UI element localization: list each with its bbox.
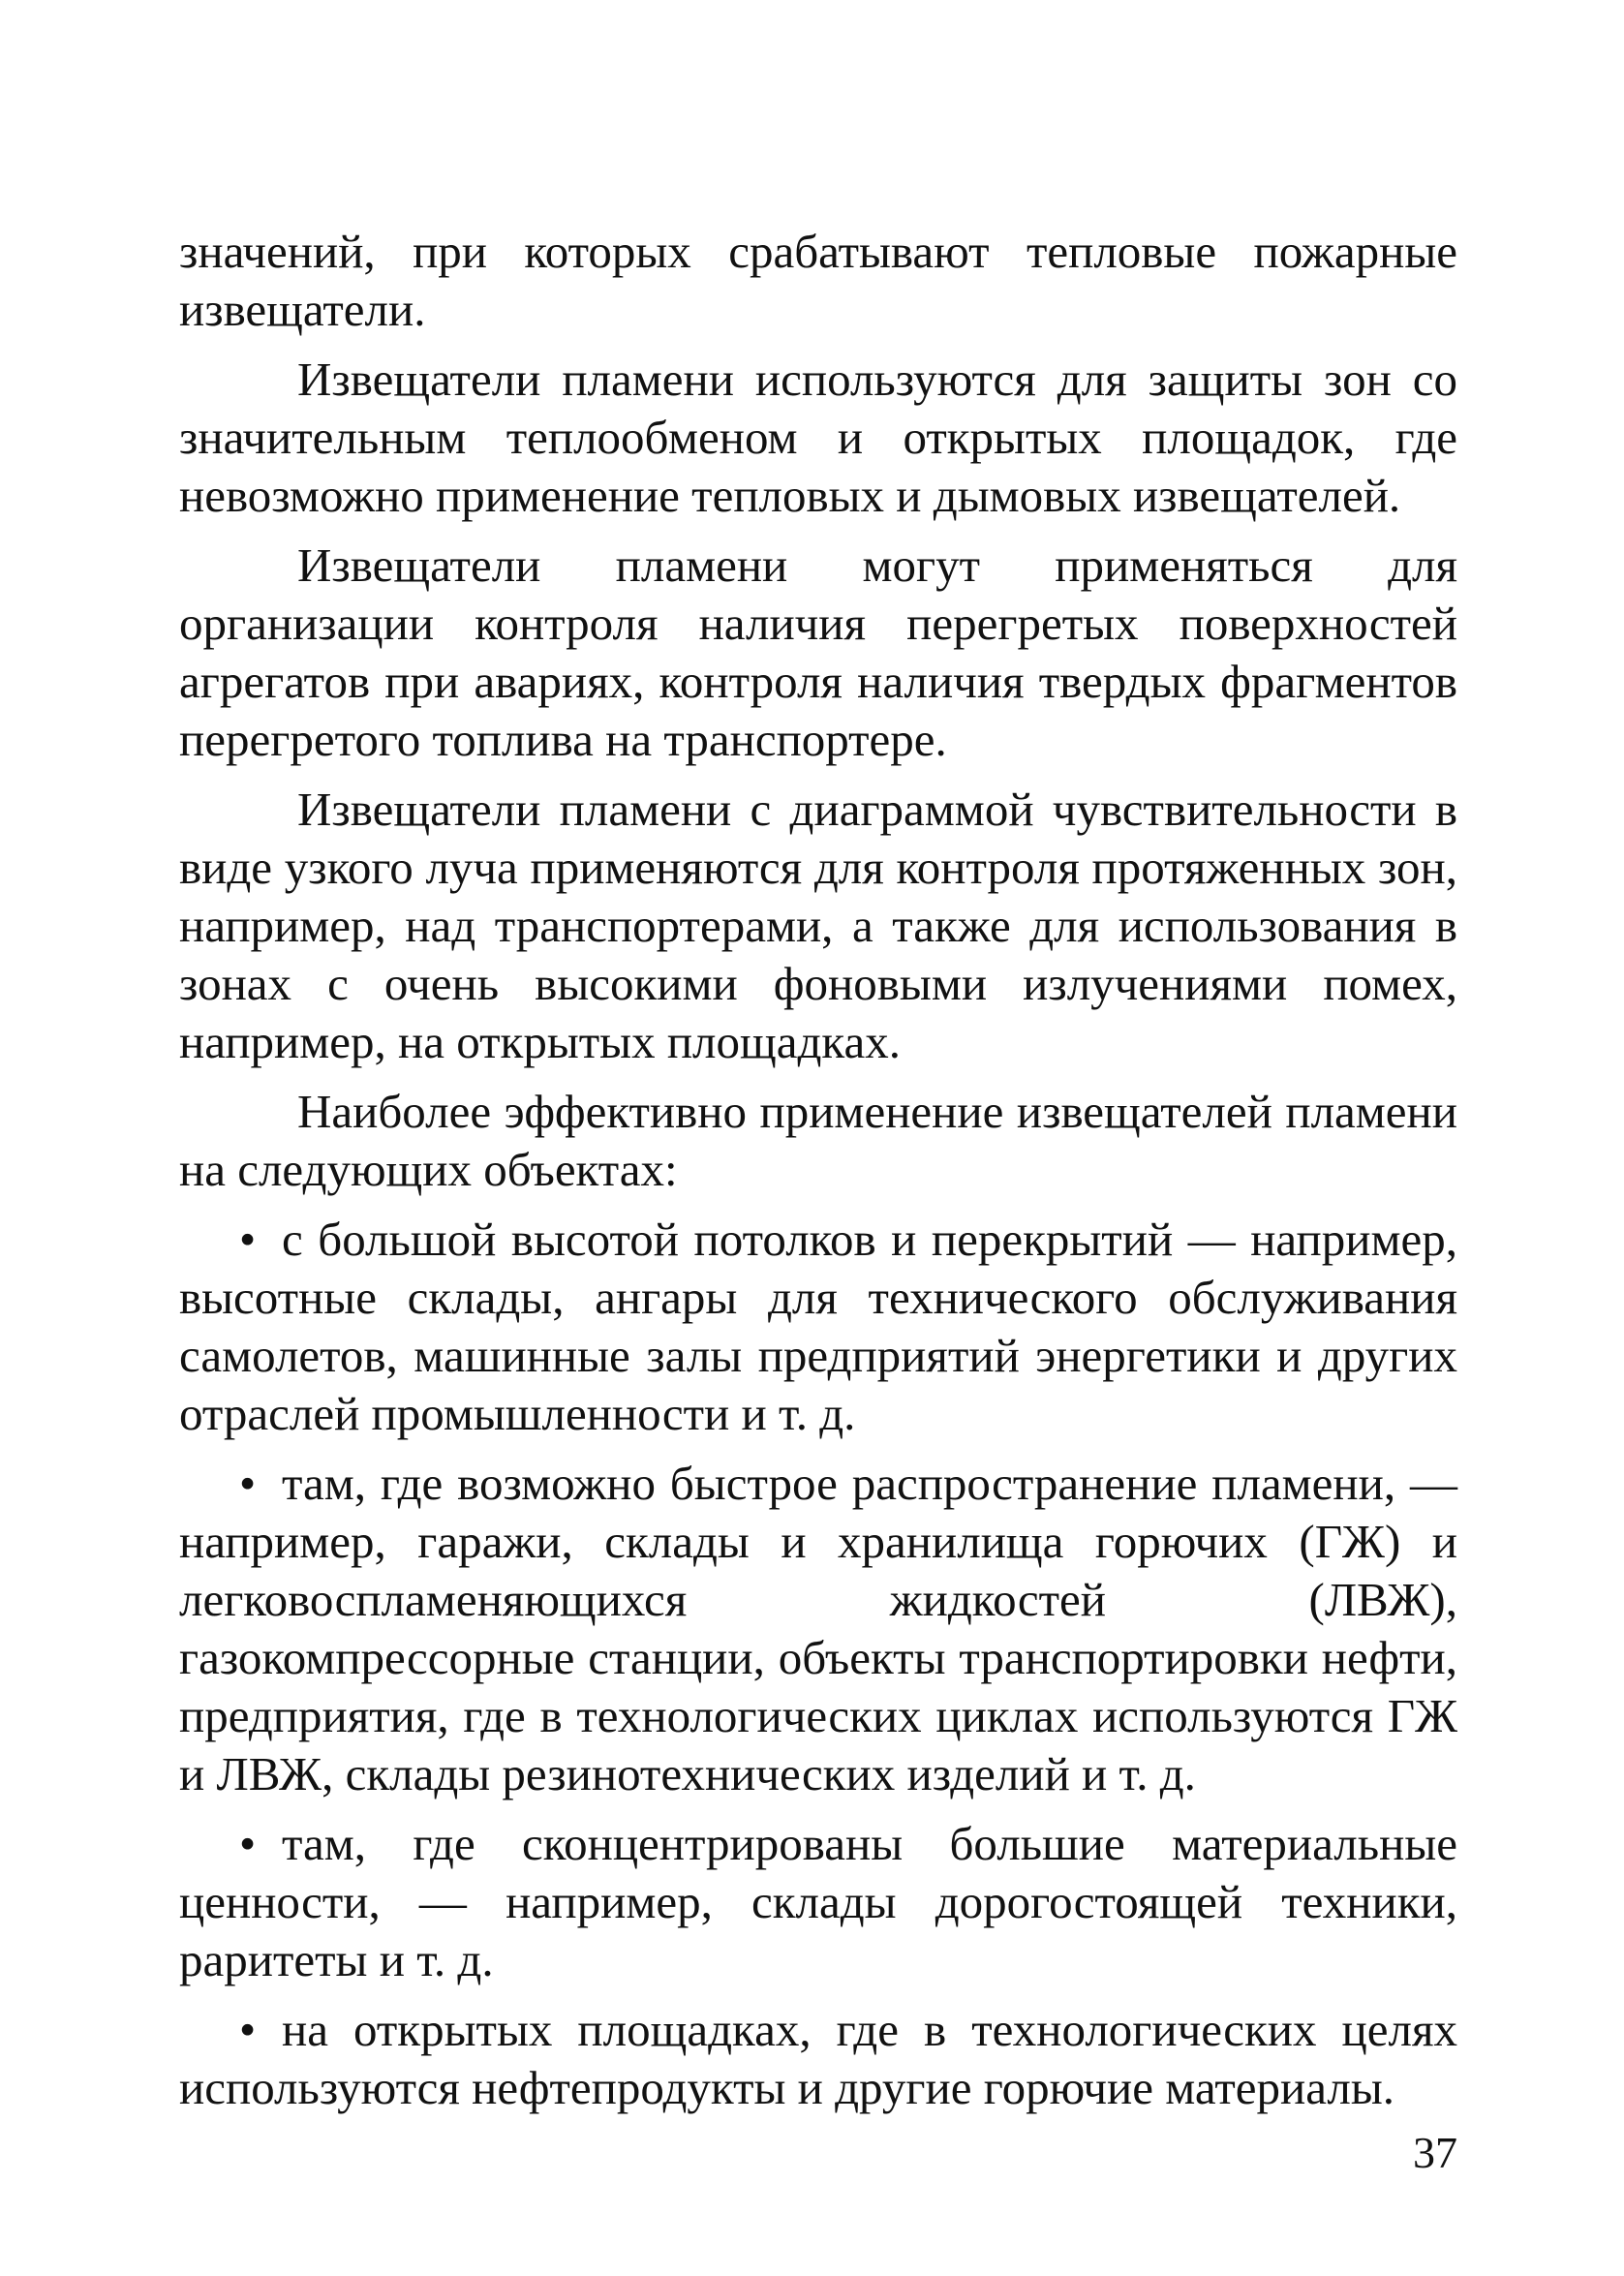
bullet-icon: • xyxy=(239,1817,257,1870)
list-item xyxy=(179,1815,1457,1989)
bullet-list xyxy=(179,1211,1457,2117)
list-item-text: с большой высотой потолков и перекрытий — например, высотные склады, ангары для технического обслуживания самолетов, машинные залы предприятий энергетики и других отраслей промышленности и т. д. xyxy=(179,1213,1457,1440)
bullet-icon: • xyxy=(239,1457,257,1510)
bullet-icon: • xyxy=(239,2003,257,2056)
page-body xyxy=(179,223,1457,2129)
bullet-icon: • xyxy=(239,1213,257,1266)
paragraph: Извещатели пламени используются для защиты зон со значительным теплообменом и открытых площадок, где невозможно применение тепловых и дымовых извещателей. xyxy=(179,353,1457,522)
paragraph: Извещатели пламени могут применяться для организации контроля наличия перегретых поверхностей агрегатов при авариях, контроля наличия твердых фрагментов перегретого топлива на транспортере. xyxy=(179,538,1457,766)
list-item xyxy=(179,1455,1457,1803)
list-item xyxy=(179,2001,1457,2117)
list-item-text: там, где сконцентрированы большие материальные ценности, — например, склады дорогостоящей техники, раритеты и т. д. xyxy=(179,1817,1457,1986)
list-item-text: там, где возможно быстрое распространение пламени, — например, гаражи, склады и хранилища горючих (ГЖ) и легковоспламеняющихся жидкостей (ЛВЖ), газокомпрессорные станции, объекты транспортировки нефти, предприятия, где в технологических циклах используются ГЖ и ЛВЖ, склады резинотехнических изделий и т. д. xyxy=(179,1457,1457,1800)
paragraph: Наиболее эффективно применение извещателей пламени на следующих объектах: xyxy=(179,1085,1457,1196)
paragraph-continuation: значений, при которых срабатывают тепловые пожарные извещатели. xyxy=(179,225,1457,336)
page-number: 37 xyxy=(1413,2128,1457,2177)
paragraph: Извещатели пламени с диаграммой чувствительности в виде узкого луча применяются для контроля протяженных зон, например, над транспортерами, а также для использования в зонах с очень высокими фоновыми излучениями помех, например, на открытых площадках. xyxy=(179,783,1457,1068)
list-item xyxy=(179,1211,1457,1443)
list-item-text: на открытых площадках, где в технологических целях используются нефтепродукты и другие горючие материалы. xyxy=(179,2003,1457,2114)
